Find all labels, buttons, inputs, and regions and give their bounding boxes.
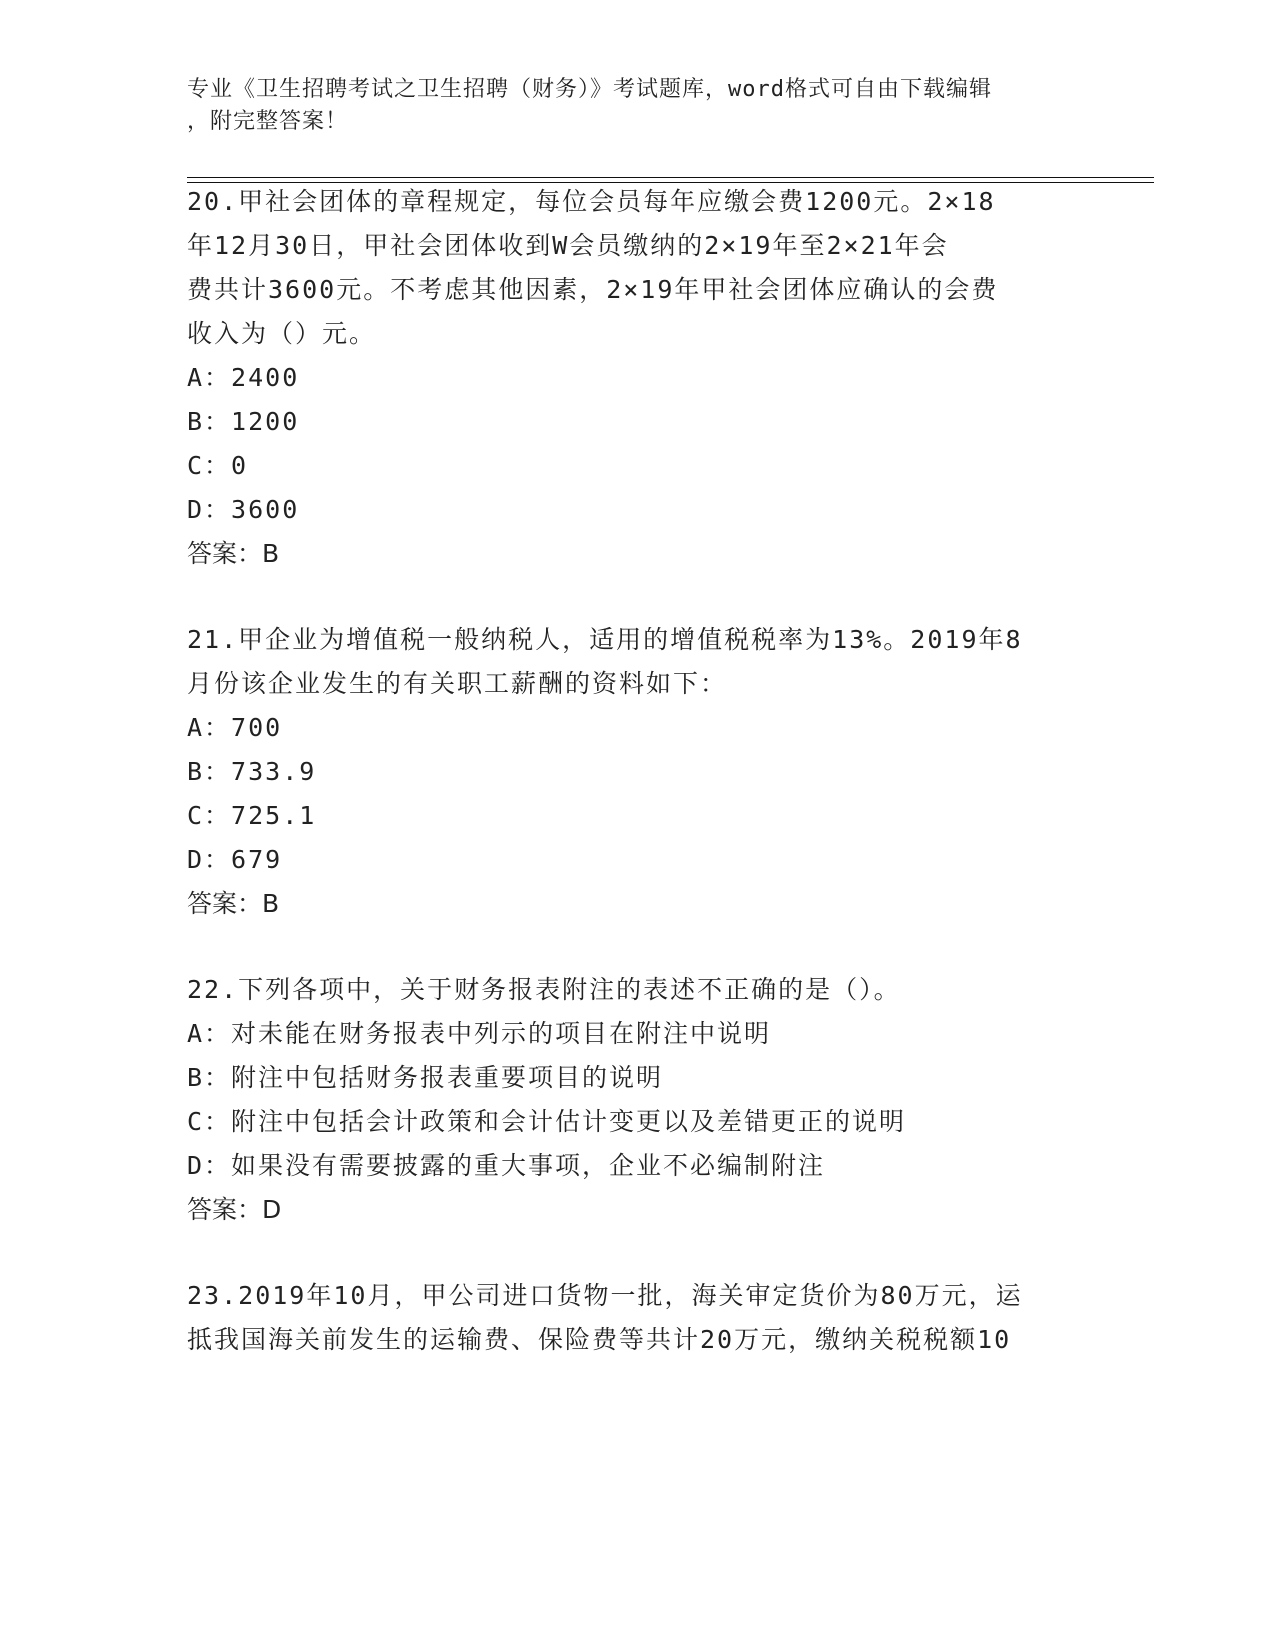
question-stem-line: 20.甲社会团体的章程规定，每位会员每年应缴会费1200元。2×18 bbox=[187, 187, 996, 216]
option-a: A：700 bbox=[187, 713, 283, 742]
option-a: A：对未能在财务报表中列示的项目在附注中说明 bbox=[187, 1019, 772, 1048]
option-c: C：附注中包括会计政策和会计估计变更以及差错更正的说明 bbox=[187, 1107, 907, 1136]
option-c: C：725.1 bbox=[187, 801, 317, 830]
option-b: B：1200 bbox=[187, 407, 300, 436]
option-b: B：附注中包括财务报表重要项目的说明 bbox=[187, 1063, 664, 1092]
question-stem-line: 年12月30日，甲社会团体收到W会员缴纳的2×19年至2×21年会 bbox=[187, 231, 949, 260]
option-a: A：2400 bbox=[187, 363, 300, 392]
header-rule-top bbox=[187, 177, 1154, 178]
answer: 答案：B bbox=[187, 889, 280, 918]
header-line-2: ，附完整答案！ bbox=[187, 109, 349, 134]
header-rule-bottom bbox=[187, 182, 1154, 183]
header-line-1: 专业《卫生招聘考试之卫生招聘（财务）》考试题库，word格式可自由下载编辑 bbox=[187, 77, 992, 102]
document-header bbox=[187, 74, 1067, 138]
question-stem-line: 费共计3600元。不考虑其他因素，2×19年甲社会团体应确认的会费 bbox=[187, 275, 999, 304]
option-c: C：0 bbox=[187, 451, 249, 480]
question-stem-line: 收入为（）元。 bbox=[187, 319, 377, 348]
question-stem-line: 21.甲企业为增值税一般纳税人，适用的增值税税率为13%。2019年8 bbox=[187, 625, 1023, 654]
question-stem-line: 月份该企业发生的有关职工薪酬的资料如下： bbox=[187, 669, 728, 698]
answer: 答案：B bbox=[187, 539, 280, 568]
option-d: D：3600 bbox=[187, 495, 300, 524]
option-b: B：733.9 bbox=[187, 757, 317, 786]
answer: 答案：D bbox=[187, 1195, 282, 1224]
question-stem-line: 22.下列各项中，关于财务报表附注的表述不正确的是（）。 bbox=[187, 975, 901, 1004]
option-d: D：如果没有需要披露的重大事项，企业不必编制附注 bbox=[187, 1151, 826, 1180]
option-d: D：679 bbox=[187, 845, 283, 874]
question-stem-line: 23.2019年10月，甲公司进口货物一批，海关审定货价为80万元，运 bbox=[187, 1281, 1023, 1310]
question-stem-line: 抵我国海关前发生的运输费、保险费等共计20万元，缴纳关税税额10 bbox=[187, 1325, 1012, 1354]
